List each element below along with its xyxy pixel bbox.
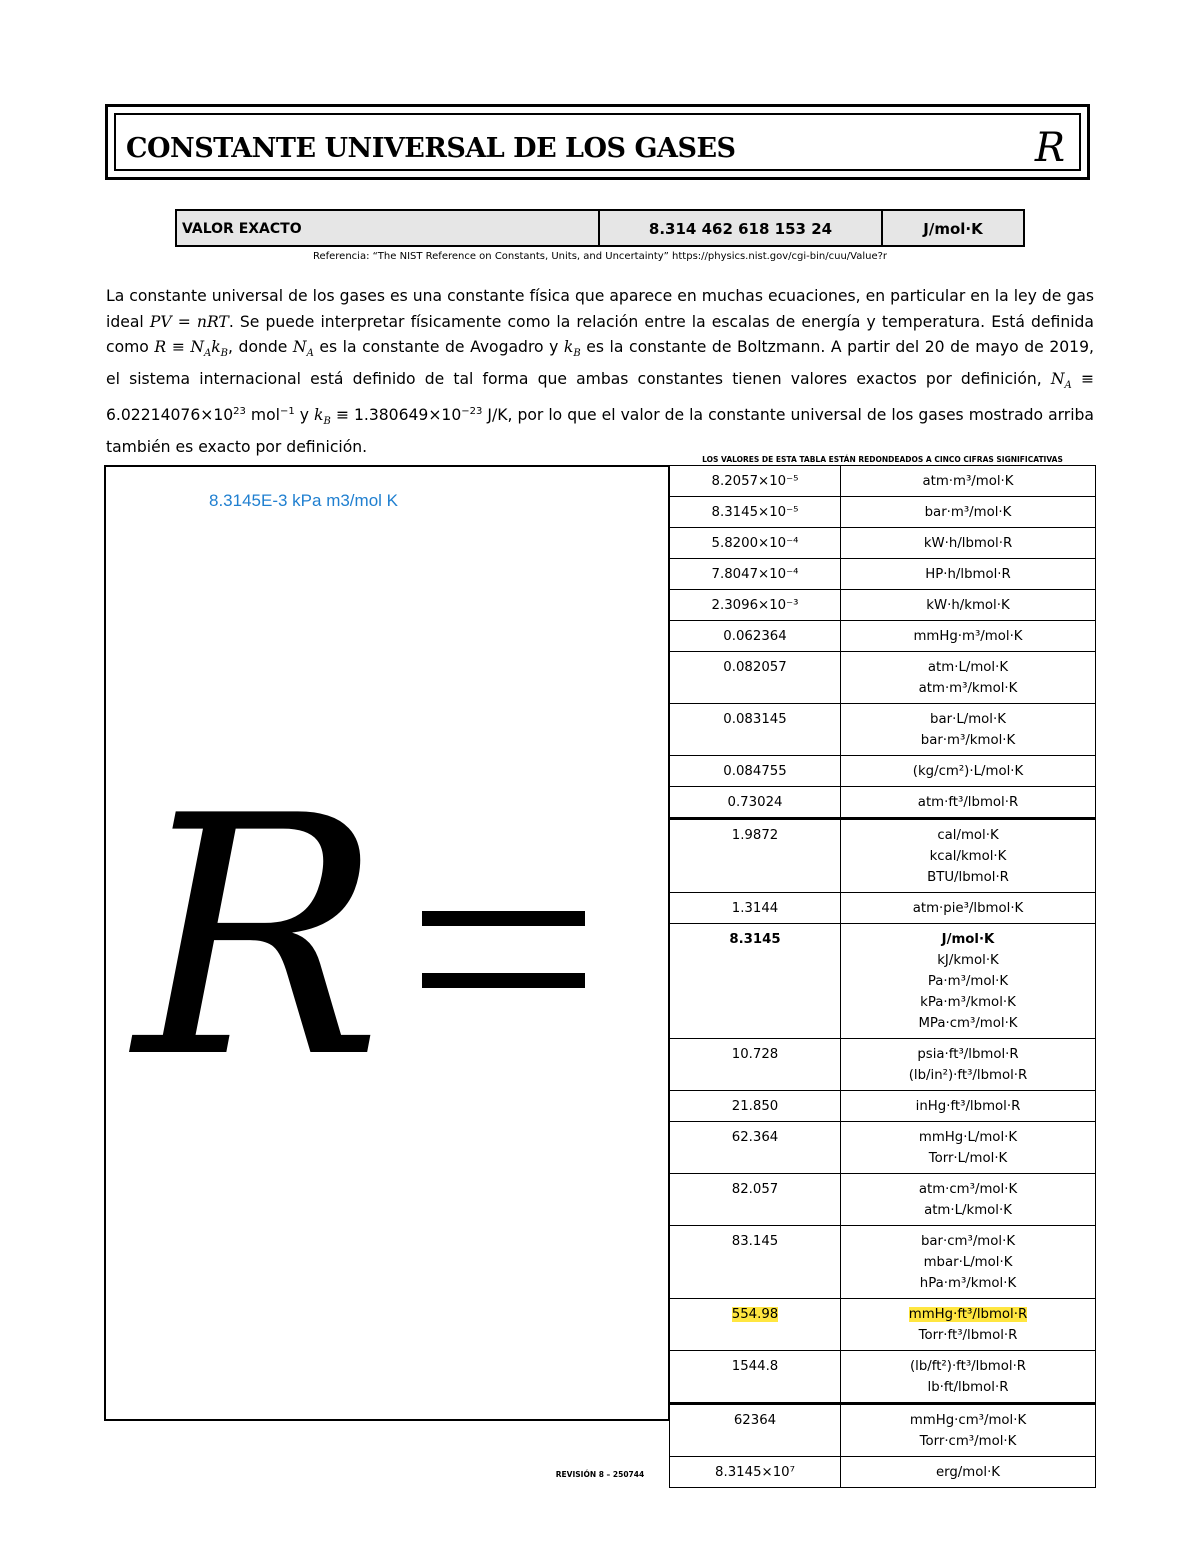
title-inner-border bbox=[114, 113, 1081, 171]
units-cell bbox=[841, 1226, 1096, 1299]
unit-label: HP·h/lbmol·R bbox=[925, 567, 1011, 582]
table-row bbox=[670, 1299, 1096, 1351]
unit-label: bar·m³/mol·K bbox=[924, 505, 1012, 520]
description-paragraph: La constante universal de los gases es una constante física que aparece en muchas ecuaciones, en particular en la ley de gas ideal PV = nRT. Se puede interpretar físicamente como la relación entre la escalas de energía y temperatura. Está definida como $R \equiv N_Ak_B$, donde $N_A$ es la constante de Avogadro y $k_B$ es la constante de Boltzmann. A partir del 20 de mayo de 2019, el sistema internacional está definido de tal forma que ambas constantes tienen valores exactos por definición, $N_A \equiv 6.02214076\times 10^{23}$ mol$^{-1}$ y $k_B \equiv 1.380649\times 10^{-23}$ J/K, por lo que el valor de la constante universal de los gases mostrado arriba también es exacto por definición. bbox=[106, 287, 1094, 457]
unit-label: atm·m³/kmol·K bbox=[918, 681, 1018, 696]
units-cell bbox=[841, 1404, 1096, 1457]
units-cell bbox=[841, 893, 1096, 924]
unit-label: (lb/in²)·ft³/lbmol·R bbox=[908, 1068, 1028, 1083]
unit-label: atm·pie³/lbmol·K bbox=[912, 901, 1024, 916]
exact-label: VALOR EXACTO bbox=[177, 211, 600, 245]
r-equals-panel bbox=[104, 465, 670, 1421]
unit-label: bar·cm³/mol·K bbox=[920, 1234, 1016, 1249]
units-cell bbox=[841, 787, 1096, 819]
unit-label: inHg·ft³/lbmol·R bbox=[915, 1099, 1021, 1114]
value-cell: 8.3145×10⁻⁵ bbox=[670, 497, 841, 528]
units-cell bbox=[841, 1039, 1096, 1091]
unit-label: bar·L/mol·K bbox=[930, 712, 1006, 727]
table-row bbox=[670, 621, 1096, 652]
units-cell bbox=[841, 1122, 1096, 1174]
table-row bbox=[670, 497, 1096, 528]
unit-label: atm·m³/mol·K bbox=[922, 474, 1014, 489]
unit-label: atm·L/mol·K bbox=[927, 660, 1009, 675]
table-row bbox=[670, 1351, 1096, 1404]
value-cell: 8.3145×10⁷ bbox=[670, 1457, 841, 1488]
units-cell bbox=[841, 497, 1096, 528]
units-cell bbox=[841, 466, 1096, 497]
value-cell: 1.9872 bbox=[670, 819, 841, 893]
unit-label: psia·ft³/lbmol·R bbox=[917, 1047, 1019, 1062]
units-cell bbox=[841, 819, 1096, 893]
unit-label: bar·m³/kmol·K bbox=[920, 733, 1016, 748]
unit-label: atm·ft³/lbmol·R bbox=[917, 795, 1019, 810]
unit-label: erg/mol·K bbox=[935, 1465, 1001, 1480]
value-cell: 0.082057 bbox=[670, 652, 841, 704]
value-cell: 8.2057×10⁻⁵ bbox=[670, 466, 841, 497]
unit-label: J/mol·K bbox=[941, 932, 995, 947]
title-box bbox=[105, 104, 1090, 180]
table-row bbox=[670, 590, 1096, 621]
table-row bbox=[670, 528, 1096, 559]
unit-label: Pa·m³/mol·K bbox=[927, 974, 1009, 989]
units-cell bbox=[841, 652, 1096, 704]
value-cell: 7.8047×10⁻⁴ bbox=[670, 559, 841, 590]
table-row bbox=[670, 787, 1096, 819]
unit-label: BTU/lbmol·R bbox=[927, 870, 1009, 885]
value-cell: 83.145 bbox=[670, 1226, 841, 1299]
value-cell: 0.062364 bbox=[670, 621, 841, 652]
value-cell: 62.364 bbox=[670, 1122, 841, 1174]
big-r-symbol: R bbox=[134, 746, 383, 1130]
table-row bbox=[670, 1039, 1096, 1091]
units-cell bbox=[841, 1299, 1096, 1351]
unit-label: kJ/kmol·K bbox=[937, 953, 999, 968]
unit-label: hPa·m³/kmol·K bbox=[919, 1276, 1017, 1291]
table-row bbox=[670, 819, 1096, 893]
reference-text: Referencia: “The NIST Reference on Constants, Units, and Uncertainty” https://physics.nist.gov/cgi-bin/cuu/Value?r bbox=[312, 251, 888, 262]
unit-label: Torr·ft³/lbmol·R bbox=[918, 1328, 1018, 1343]
page-title: CONSTANTE UNIVERSAL DE LOS GASES bbox=[126, 133, 736, 164]
table-row bbox=[670, 704, 1096, 756]
table-row bbox=[670, 1174, 1096, 1226]
units-cell bbox=[841, 559, 1096, 590]
unit-label: Torr·L/mol·K bbox=[928, 1151, 1008, 1166]
units-cell bbox=[841, 756, 1096, 787]
units-cell bbox=[841, 1351, 1096, 1404]
value-cell: 82.057 bbox=[670, 1174, 841, 1226]
table-row bbox=[670, 652, 1096, 704]
value-cell: 0.73024 bbox=[670, 787, 841, 819]
value-cell: 0.083145 bbox=[670, 704, 841, 756]
table-row bbox=[670, 559, 1096, 590]
value-cell: 21.850 bbox=[670, 1091, 841, 1122]
value-cell: 0.084755 bbox=[670, 756, 841, 787]
value-cell: 554.98 bbox=[670, 1299, 841, 1351]
footer-revision: REVISIÓN 8 – 250744 bbox=[555, 1470, 645, 1479]
table-row bbox=[670, 924, 1096, 1039]
unit-label: kPa·m³/kmol·K bbox=[920, 995, 1016, 1010]
units-cell bbox=[841, 1091, 1096, 1122]
unit-label: mmHg·cm³/mol·K bbox=[909, 1413, 1027, 1428]
table-row bbox=[670, 1404, 1096, 1457]
unit-label: Torr·cm³/mol·K bbox=[919, 1434, 1017, 1449]
table-row bbox=[670, 1226, 1096, 1299]
exact-value: 8.314 462 618 153 24 bbox=[600, 211, 883, 245]
units-cell bbox=[841, 590, 1096, 621]
unit-label: atm·cm³/mol·K bbox=[918, 1182, 1018, 1197]
value-cell: 5.8200×10⁻⁴ bbox=[670, 528, 841, 559]
table-row bbox=[670, 893, 1096, 924]
units-cell bbox=[841, 621, 1096, 652]
value-cell: 10.728 bbox=[670, 1039, 841, 1091]
table-row bbox=[670, 1122, 1096, 1174]
value-cell: 1.3144 bbox=[670, 893, 841, 924]
unit-label: mmHg·m³/mol·K bbox=[913, 629, 1023, 644]
unit-label: (lb/ft²)·ft³/lbmol·R bbox=[909, 1359, 1027, 1374]
unit-label: kcal/kmol·K bbox=[929, 849, 1007, 864]
units-cell bbox=[841, 924, 1096, 1039]
unit-label: lb·ft/lbmol·R bbox=[927, 1380, 1009, 1395]
value-cell: 62364 bbox=[670, 1404, 841, 1457]
unit-label: MPa·cm³/mol·K bbox=[918, 1016, 1018, 1031]
unit-label: atm·L/kmol·K bbox=[924, 1203, 1012, 1218]
unit-label: mmHg·ft³/lbmol·R bbox=[908, 1307, 1028, 1322]
units-cell bbox=[841, 704, 1096, 756]
unit-input-field[interactable]: 8.3145E-3 kPa m3/mol K bbox=[209, 491, 398, 510]
conversion-table bbox=[669, 465, 1096, 1488]
unit-label: mmHg·L/mol·K bbox=[918, 1130, 1018, 1145]
unit-label: (kg/cm²)·L/mol·K bbox=[912, 764, 1024, 779]
table-row bbox=[670, 466, 1096, 497]
units-cell bbox=[841, 1174, 1096, 1226]
exact-value-bar bbox=[175, 209, 1025, 247]
exact-unit: J/mol·K bbox=[923, 220, 983, 238]
units-cell bbox=[841, 528, 1096, 559]
title-symbol: R bbox=[1034, 125, 1065, 171]
unit-label: cal/mol·K bbox=[937, 828, 999, 843]
value-cell: 2.3096×10⁻³ bbox=[670, 590, 841, 621]
unit-label: kW·h/kmol·K bbox=[926, 598, 1010, 613]
table-row bbox=[670, 756, 1096, 787]
table-row bbox=[670, 1091, 1096, 1122]
equals-sign bbox=[422, 911, 585, 988]
table-note: LOS VALORES DE ESTA TABLA ESTÁN REDONDEADOS A CINCO CIFRAS SIGNIFICATIVAS bbox=[702, 455, 1063, 464]
value-cell: 1544.8 bbox=[670, 1351, 841, 1404]
unit-label: kW·h/lbmol·R bbox=[923, 536, 1013, 551]
unit-label: mbar·L/mol·K bbox=[923, 1255, 1013, 1270]
value-cell: 8.3145 bbox=[670, 924, 841, 1039]
